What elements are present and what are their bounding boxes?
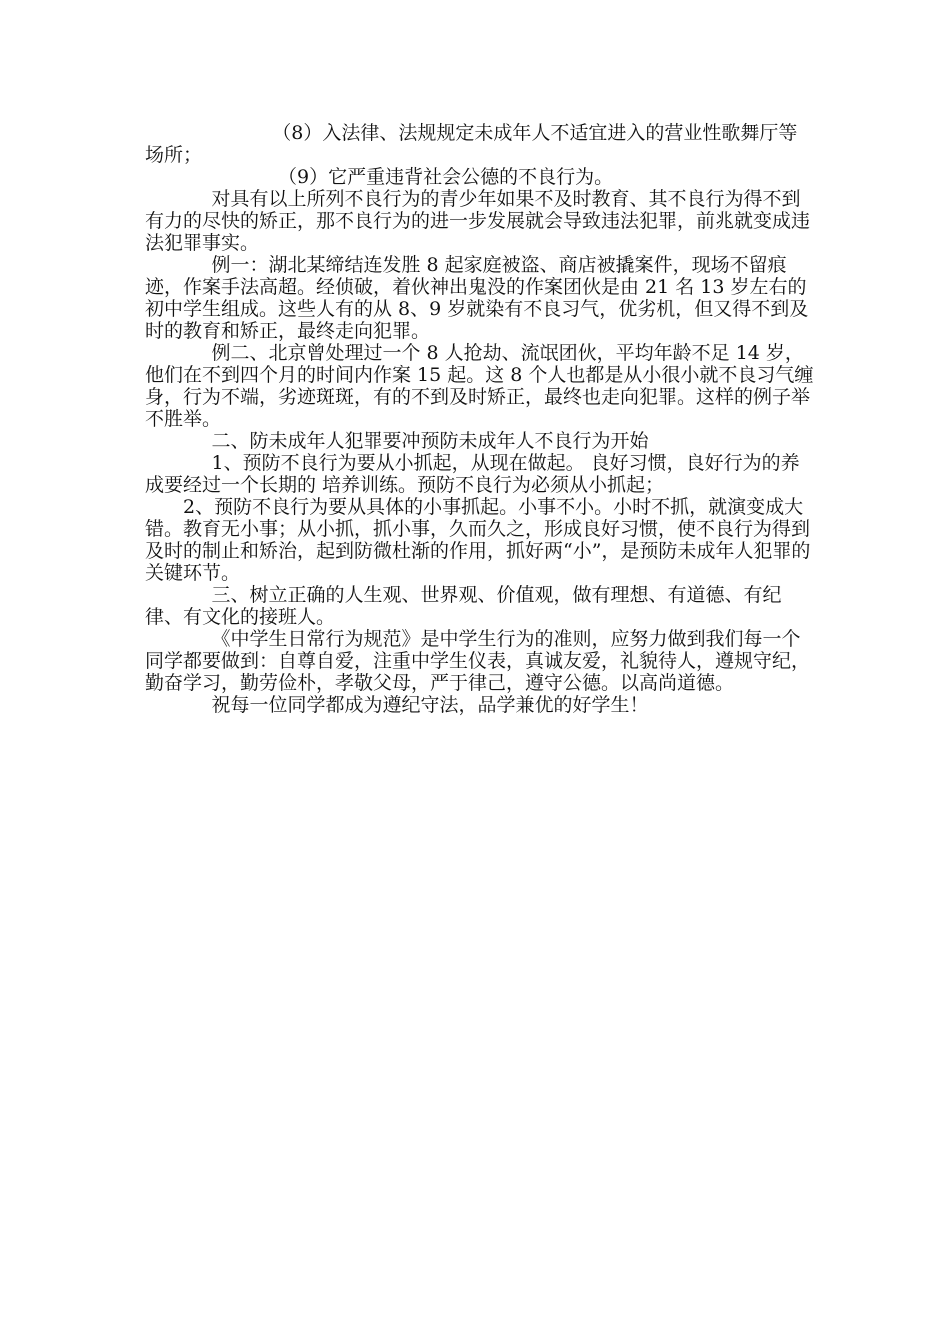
section-heading-2: 二、防未成年人犯罪要冲预防未成年人不良行为开始 xyxy=(211,430,649,452)
paragraph-code-of-conduct: 《中学生日常行为规范》是中学生行为的准则，应努力做到我们每一个同学都要做到：自尊自爱，注重中学生仪表，真诚友爱，礼貌待人，遵规守纪，勤奋学习，勤劳俭朴，孝敬父母，严于律己，遵守公德。以高尚道德。 xyxy=(145,628,811,694)
paragraph-point-1: 1、预防不良行为要从小抓起，从现在做起。 良好习惯，良好行为的养成要经过一个长期的 培养训练。预防不良行为必须从小抓起； xyxy=(145,452,800,496)
paragraph-closing-wish: 祝每一位同学都成为遵纪守法，品学兼优的好学生！ xyxy=(211,694,649,716)
document-body xyxy=(145,122,815,716)
section-heading-3: 三、树立正确的人生观、世界观、价值观，做有理想、有道德、有纪律、有文化的接班人。 xyxy=(145,584,782,628)
paragraph-item-8: （8）入法律、法规规定未成年人不适宜进入的营业性歌舞厅等场所； xyxy=(145,122,798,166)
paragraph-item-9: （9）它严重违背社会公德的不良行为。 xyxy=(278,166,614,188)
paragraph-example-2: 例二、北京曾处理过一个 8 人抢劫、流氓团伙，平均年龄不足 14 岁，他们在不到四个月的时间内作案 15 起。这 8 个人也都是从小很小就不良习气缠身，行为不端，劣迹斑斑，有的不到及时矫正，最终也走向犯罪。这样的例子举不胜举。 xyxy=(145,342,814,430)
paragraph-point-2: 2、预防不良行为要从具体的小事抓起。小事不小。小时不抓，就演变成大错。教育无小事；从小抓，抓小事，久而久之，形成良好习惯，使不良行为得到及时的制止和矫治，起到防微杜渐的作用，抓好两“小”，是预防未成年人犯罪的关键环节。 xyxy=(145,496,811,584)
paragraph-example-1: 例一：湖北某缔结连发胜 8 起家庭被盗、商店被撬案件，现场不留痕迹，作案手法高超。经侦破，着伙神出鬼没的作案团伙是由 21 名 13 岁左右的初中学生组成。这些人有的从 8、9 岁就染有不良习气，优劣机，但又得不到及时的教育和矫正，最终走向犯罪。 xyxy=(145,254,809,342)
paragraph-consequence: 对具有以上所列不良行为的青少年如果不及时教育、其不良行为得不到有力的尽快的矫正，那不良行为的进一步发展就会导致违法犯罪，前兆就变成违法犯罪事实。 xyxy=(145,188,811,254)
